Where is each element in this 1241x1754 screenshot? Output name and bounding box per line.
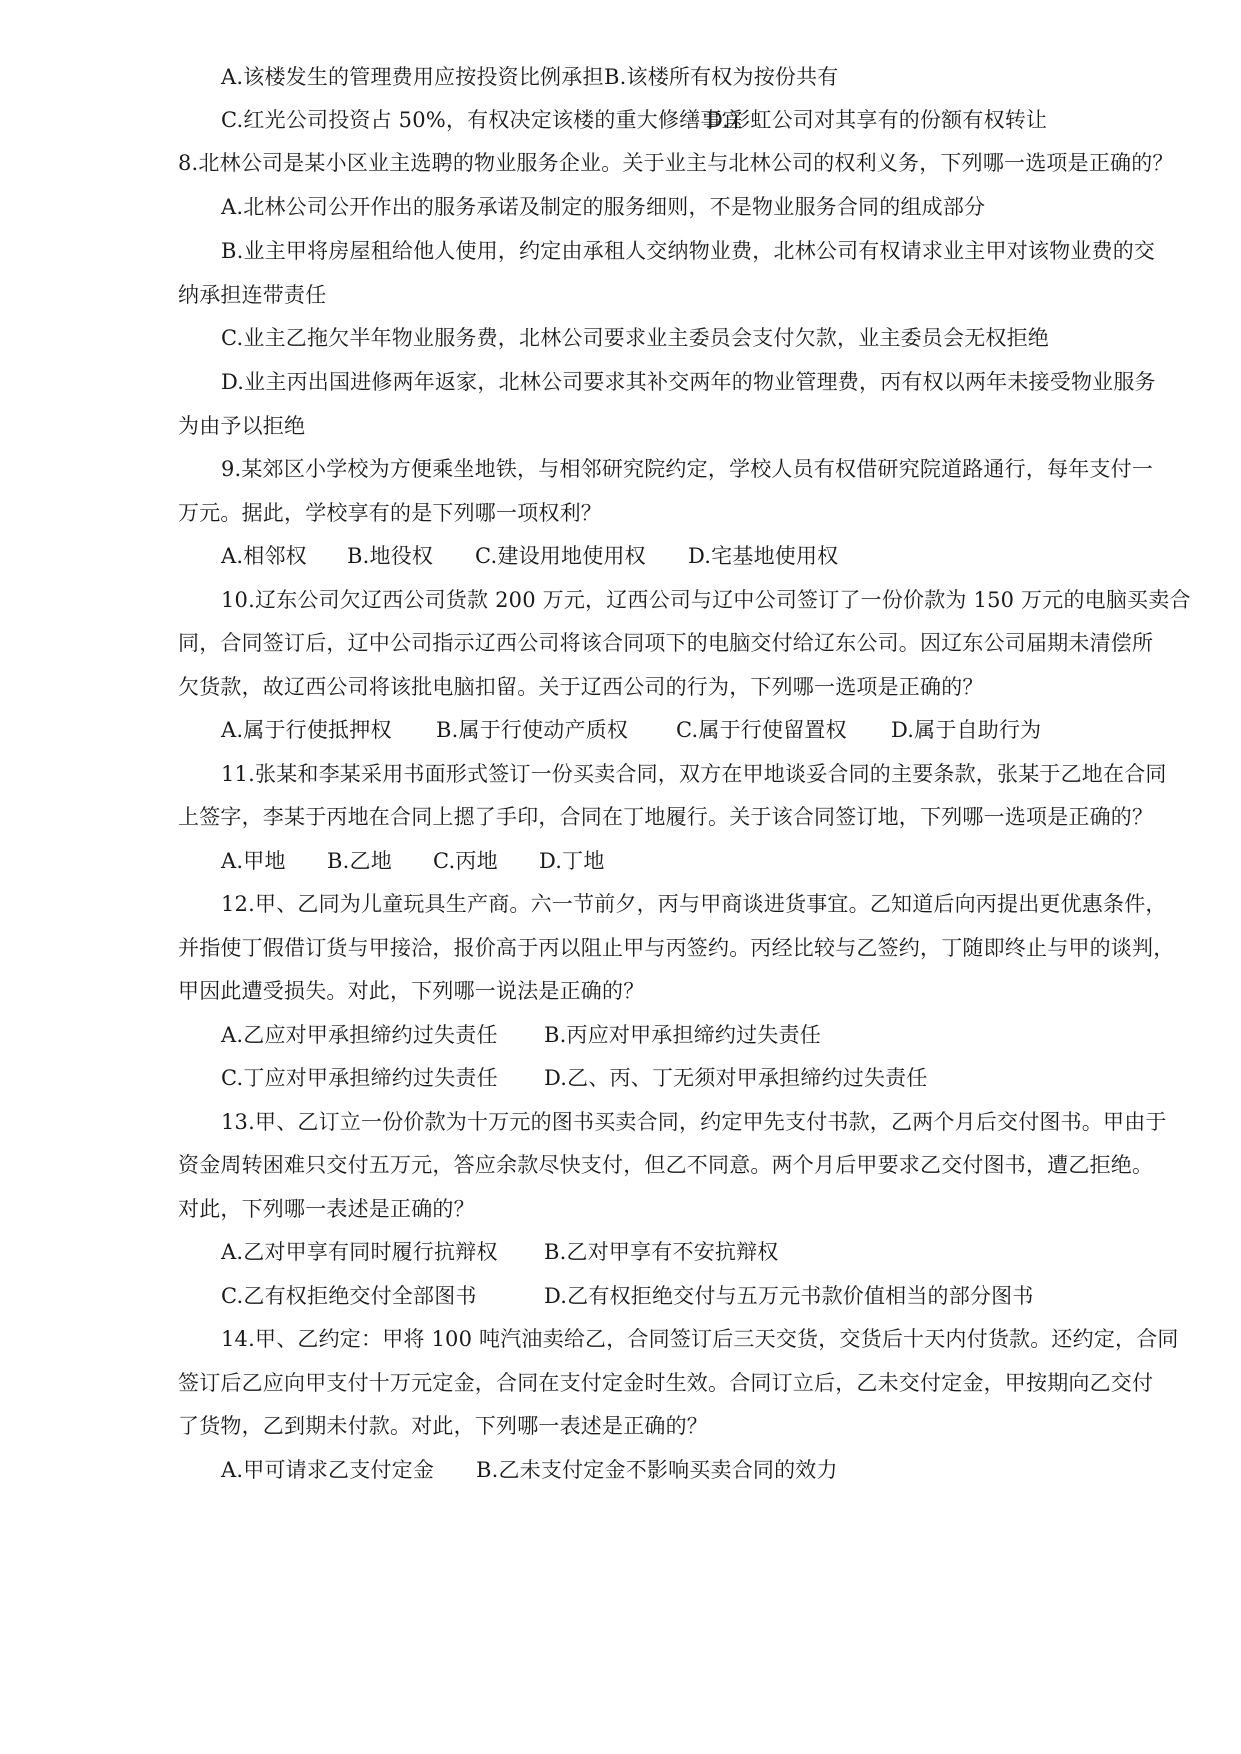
q10-option-d: D.属于自助行为 [891, 718, 1042, 742]
q7-options-ab [221, 62, 839, 92]
q8-option-b-line2: 纳承担连带责任 [178, 283, 327, 307]
q9-option-b: B.地役权 [347, 544, 434, 568]
q12-option-b: B.丙应对甲承担缔约过失责任 [544, 1023, 821, 1047]
q10-options [221, 715, 1041, 745]
q12-stem-line3: 甲因此遭受损失。对此，下列哪一说法是正确的？ [178, 979, 645, 1003]
q12-options-cd [221, 1063, 928, 1093]
q9-stem-line2: 万元。据此，学校享有的是下列哪一项权利？ [178, 501, 602, 525]
q14-stem-line1: 14.甲、乙约定：甲将 100 吨汽油卖给乙，合同签订后三天交货，交货后十天内付货款。还约定，合同 [221, 1327, 1179, 1351]
q11-stem-line2: 上签字，李某于丙地在合同上摁了手印，合同在丁地履行。关于该合同签订地，下列哪一选项是正确的？ [178, 805, 1154, 829]
q12-options-ab [221, 1020, 821, 1050]
q7-option-d: D.彩虹公司对其享有的份额有权转让 [706, 108, 1048, 132]
q8-option-d-line1: D.业主丙出国进修两年返家，北林公司要求其补交两年的物业管理费，丙有权以两年未接受物业服务 [221, 370, 1156, 394]
q13-stem-line1: 13.甲、乙订立一份价款为十万元的图书买卖合同，约定甲先支付书款，乙两个月后交付图书。甲由于 [221, 1110, 1167, 1134]
q10-option-c: C.属于行使留置权 [676, 718, 847, 742]
q10-stem-line3: 欠货款，故辽西公司将该批电脑扣留。关于辽西公司的行为，下列哪一选项是正确的？ [178, 675, 984, 699]
q14-option-a: A.甲可请求乙支付定金 [221, 1458, 435, 1482]
q10-option-b: B.属于行使动产质权 [436, 718, 629, 742]
q8-option-a: A.北林公司公开作出的服务承诺及制定的服务细则，不是物业服务合同的组成部分 [221, 195, 986, 219]
q8-stem: 8.北林公司是某小区业主选聘的物业服务企业。关于业主与北林公司的权利义务，下列哪一选项是正确的？ [178, 151, 1174, 175]
q14-stem-line3: 了货物，乙到期未付款。对此，下列哪一表述是正确的？ [178, 1414, 708, 1438]
q7-option-a: A.该楼发生的管理费用应按投资比例承担 [221, 65, 604, 89]
q8-option-b-line1: B.业主甲将房屋租给他人使用，约定由承租人交纳物业费，北林公司有权请求业主甲对该物业费的交 [221, 239, 1156, 263]
q7-option-b: B.该楼所有权为按份共有 [604, 65, 839, 89]
q7-options-cd [221, 105, 1047, 135]
q11-options [221, 846, 605, 876]
q11-option-b: B.乙地 [327, 849, 392, 873]
q11-option-c: C.丙地 [433, 849, 498, 873]
q7-option-c: C.红光公司投资占 50%，有权决定该楼的重大修缮事宜 [221, 108, 743, 132]
q9-option-d: D.宅基地使用权 [688, 544, 839, 568]
q14-stem-line2: 签订后乙应向甲支付十万元定金，合同在支付定金时生效。合同订立后，乙未交付定金，甲按期向乙交付 [178, 1371, 1154, 1395]
q9-stem-line1: 9.某郊区小学校为方便乘坐地铁，与相邻研究院约定，学校人员有权借研究院道路通行，每年支付一 [221, 457, 1154, 481]
q10-option-a: A.属于行使抵押权 [221, 718, 392, 742]
q14-options-ab [221, 1455, 838, 1485]
q13-option-a: A.乙对甲享有同时履行抗辩权 [221, 1240, 498, 1264]
q11-option-a: A.甲地 [221, 849, 286, 873]
q12-option-c: C.丁应对甲承担缔约过失责任 [221, 1066, 498, 1090]
q11-option-d: D.丁地 [539, 849, 605, 873]
q8-option-c: C.业主乙拖欠半年物业服务费，北林公司要求业主委员会支付欠款，业主委员会无权拒绝 [221, 326, 1049, 350]
q10-stem-line1: 10.辽东公司欠辽西公司货款 200 万元，辽西公司与辽中公司签订了一份价款为 150 万元的电脑买卖合 [221, 588, 1191, 612]
q10-stem-line2: 同，合同签订后，辽中公司指示辽西公司将该合同项下的电脑交付给辽东公司。因辽东公司届期未清偿所 [178, 631, 1154, 655]
q13-options-cd [221, 1281, 1034, 1311]
q13-stem-line2: 资金周转困难只交付五万元，答应余款尽快支付，但乙不同意。两个月后甲要求乙交付图书，遭乙拒绝。 [178, 1153, 1154, 1177]
q12-stem-line2: 并指使丁假借订货与甲接洽，报价高于丙以阻止甲与丙签约。丙经比较与乙签约，丁随即终止与甲的谈判， [178, 936, 1175, 960]
q8-option-d-line2: 为由予以拒绝 [178, 414, 306, 438]
q9-option-c: C.建设用地使用权 [475, 544, 646, 568]
q12-stem-line1: 12.甲、乙同为儿童玩具生产商。六一节前夕，丙与甲商谈进货事宜。乙知道后向丙提出更优惠条件， [221, 892, 1167, 916]
q14-option-b: B.乙未支付定金不影响买卖合同的效力 [476, 1458, 838, 1482]
q12-option-a: A.乙应对甲承担缔约过失责任 [221, 1023, 498, 1047]
q13-option-d: D.乙有权拒绝交付与五万元书款价值相当的部分图书 [544, 1284, 1034, 1308]
q13-options-ab [221, 1237, 779, 1267]
q13-option-b: B.乙对甲享有不安抗辩权 [544, 1240, 779, 1264]
q13-option-c: C.乙有权拒绝交付全部图书 [221, 1284, 477, 1308]
q11-stem-line1: 11.张某和李某采用书面形式签订一份买卖合同，双方在甲地谈妥合同的主要条款，张某于乙地在合同 [221, 762, 1167, 786]
q12-option-d: D.乙、丙、丁无须对甲承担缔约过失责任 [544, 1066, 928, 1090]
q9-option-a: A.相邻权 [221, 544, 307, 568]
q13-stem-line3: 对此，下列哪一表述是正确的？ [178, 1197, 475, 1221]
q9-options [221, 541, 838, 571]
